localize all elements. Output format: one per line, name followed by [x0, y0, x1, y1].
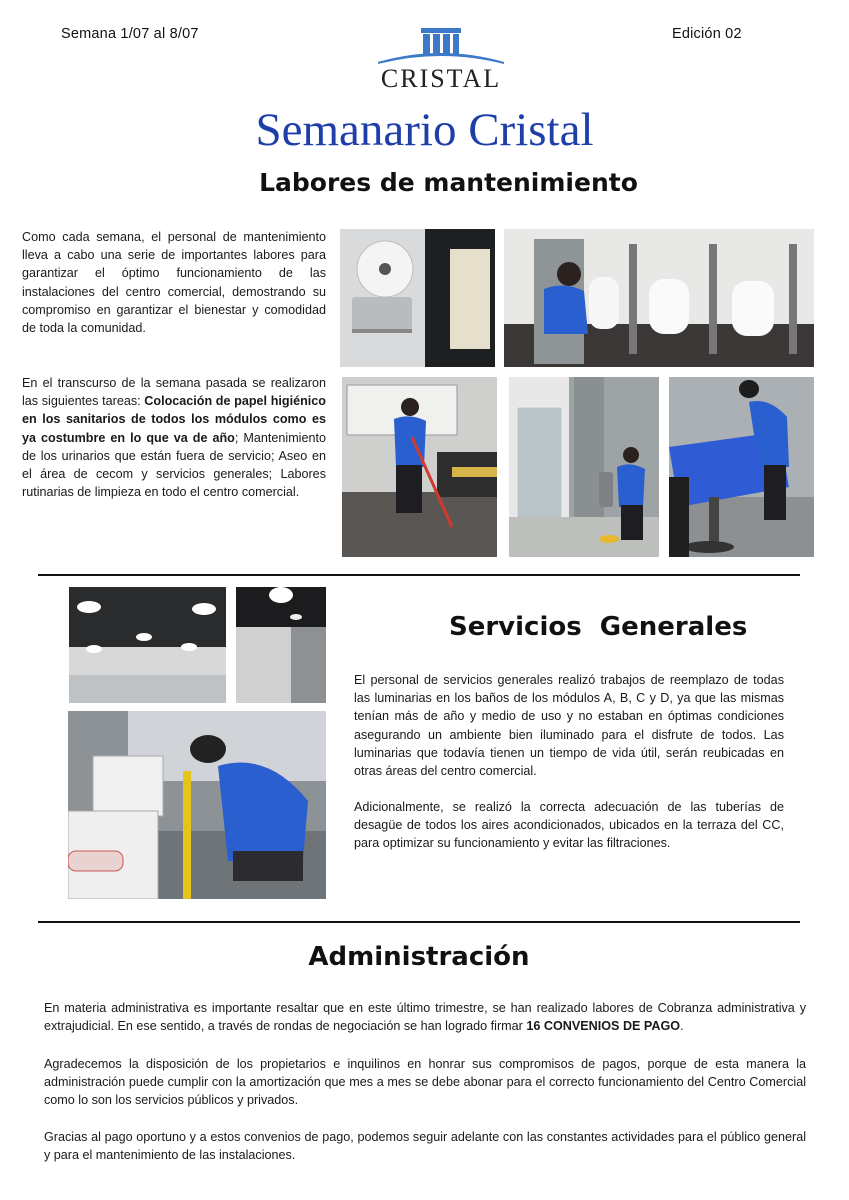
logo-wordmark: CRISTAL: [380, 64, 502, 93]
services-paragraph-1: El personal de servicios generales realizó trabajos de reemplazo de todas las luminarias en los baños de los módulos A, B, C y D, ya que las mismas tenían más de año y medio de uso y no estaban en óptimas condiciones asegurando un ambiente bien iluminado para el disfrute de todos. Las luminarias que todavía tienen un tiempo de vida útil, serán reubicadas en otras áreas del centro comercial.: [354, 673, 784, 779]
building-columns-icon: [374, 22, 508, 66]
photo-urinal-cleaning: [504, 229, 814, 367]
photo-ceiling-lights-2: [236, 587, 326, 703]
photo-mopping-room: [342, 377, 497, 557]
divider: [38, 921, 800, 923]
admin-paragraph-1: En materia administrativa es importante resaltar que en este último trimestre, se han realizado labores de Cobranza administrativa y extrajudicial. En ese sentido, a través de rondas de negociación se han logrado firmar 16 CONVENIOS DE PAGO.: [44, 1001, 806, 1034]
section-title-maintenance: Labores de mantenimiento: [259, 168, 638, 197]
services-paragraph-2: Adicionalmente, se realizó la correcta adecuación de las tuberías de desagüe de todos los aires acondicionados, ubicados en la terraza del CC, para optimizar su funcionamiento y evitar las filtraciones.: [354, 800, 784, 851]
maintenance-intro: Como cada semana, el personal de mantenimiento lleva a cabo una serie de importantes labores para garantizar el óptimo funcionamiento de las instalaciones del centro comercial, demostrando su compromiso en garantizar el bienestar y comodidad de toda la comunidad.: [22, 230, 326, 336]
photo-ceiling-lights-1: [69, 587, 226, 703]
section-title-services: Servicios Generales: [449, 612, 748, 642]
divider: [38, 574, 800, 576]
photo-table-wiping: [669, 377, 814, 557]
photo-mopping-corridor: [509, 377, 659, 557]
admin-paragraph-3: Gracias al pago oportuno y a estos convenios de pago, podemos seguir adelante con las constantes actividades para el público general y para el mantenimiento de las instalaciones.: [44, 1130, 806, 1163]
week-range: Semana 1/07 al 8/07: [61, 26, 199, 42]
maintenance-tasks: En el transcurso de la semana pasada se realizaron las siguientes tareas: Colocación de papel higiénico en los sanitarios de todos los módulos como es ya costumbre en lo que va de año; Mantenimiento de los urinarios que están fuera de servicio; Aseo en el área de cecom y servicios generales; Labores rutinarias de limpieza en todo el centro comercial.: [22, 376, 326, 500]
page-title: Semanario Cristal: [255, 104, 594, 156]
admin-paragraph-2: Agradecemos la disposición de los propietarios e inquilinos en honrar sus compromisos de pagos, porque de esta manera la administración puede cumplir con la amortización que mes a mes se debe abonar para el correcto funcionamiento del Centro Comercial como lo son los servicios públicos y privados.: [44, 1057, 806, 1108]
edition-number: Edición 02: [672, 26, 742, 42]
section-title-admin: Administración: [308, 942, 530, 972]
photo-toilet-paper-dispenser: [340, 229, 495, 367]
photo-ac-drain-pipes: [68, 711, 326, 899]
cristal-logo: [374, 22, 508, 92]
